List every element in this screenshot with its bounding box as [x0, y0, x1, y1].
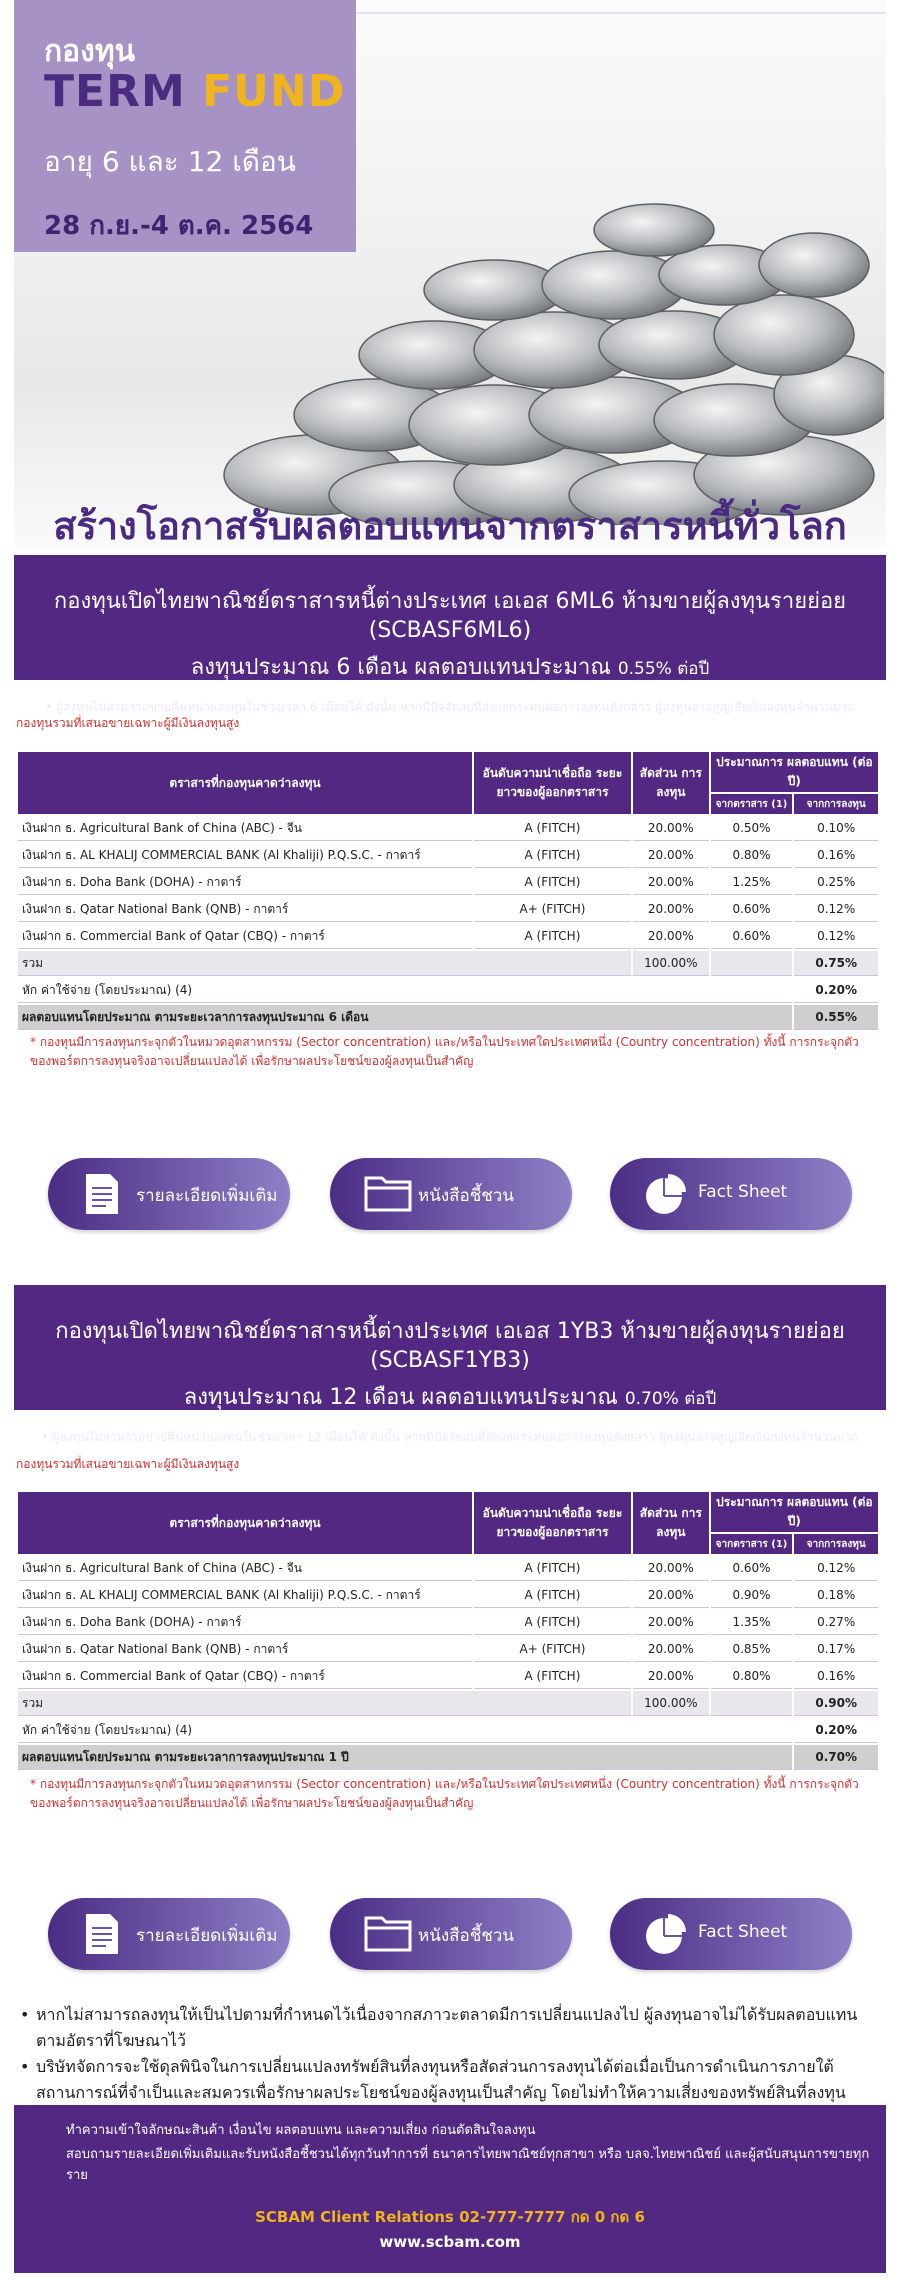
fund-1-name: กองทุนเปิดไทยพาณิชย์ตราสารหนี้ต่างประเทศ เอเอส 6ML6 ห้ามขายผู้ลงทุนรายย่อย (SCBASF6ML6) [53, 589, 847, 643]
footer-website-link[interactable]: www.scbam.com [379, 2233, 521, 2251]
disclaimer-item: • หากไม่สามารถลงทุนให้เป็นไปตามที่กำหนดไว้เนื่องจากสภาวะตลาดมีการเปลี่ยนแปลงไป ผู้ลงทุนอาจไม่ได้รับผลตอบแทนตามอัตราที่โฆษณาไว้ [16, 2002, 886, 2054]
fund-2-name: กองทุนเปิดไทยพาณิชย์ตราสารหนี้ต่างประเทศ เอเอส 1YB3 ห้ามขายผู้ลงทุนรายย่อย (SCBASF1YB3) [55, 1319, 845, 1373]
net-value: 0.70% [794, 1745, 878, 1770]
fee-row [18, 978, 878, 1003]
fee-value: 0.20% [794, 1718, 878, 1743]
sum-row [18, 951, 878, 976]
cell-weight: 20.00% [633, 870, 709, 895]
hero-tenor: อายุ 6 และ 12 เดือน [44, 145, 296, 178]
sum-empty [711, 951, 793, 976]
header-return-group: ประมาณการ ผลตอบแทน (ต่อปี) [711, 1492, 878, 1532]
table-row [18, 843, 878, 868]
hero-title-term: TERM [44, 66, 186, 117]
details-button-label: รายละเอียดเพิ่มเติม [136, 1186, 278, 1206]
folder-icon [364, 1172, 412, 1212]
pie-chart-icon [644, 1172, 688, 1216]
hero-dates: 28 ก.ย.-4 ต.ค. 2564 [44, 211, 314, 241]
header-weight: สัดส่วน การลงทุน [633, 752, 709, 814]
cell-weight: 20.00% [633, 924, 709, 949]
fee-row [18, 1718, 878, 1743]
cell-return-instrument: 0.80% [711, 1664, 793, 1689]
cell-rating: A+ (FITCH) [474, 1637, 631, 1662]
header-weight: สัดส่วน การลงทุน [633, 1492, 709, 1554]
factsheet-button-label: Fact Sheet [698, 1182, 788, 1202]
cell-rating: A (FITCH) [474, 1556, 631, 1581]
cell-return-instrument: 0.50% [711, 816, 793, 841]
disclaimer-item: • บริษัทจัดการจะใช้ดุลพินิจในการเปลี่ยนแปลงทรัพย์สินที่ลงทุนหรือสัดส่วนการลงทุนได้ต่อเมื่อเป็นการดำเนินการภายใต้สถานการณ์ที่จำเป็นและสมควรเพื่อรักษาผลประโยชน์ของผู้ลงทุนเป็นสำคัญ โดยไม่ทำให้ความเสี่ยงของทรัพย์สินที่ลงทุน [16, 2054, 886, 2132]
fund-1-offer-note: กองทุนรวมที่เสนอขายเฉพาะผู้มีเงินลงทุนสูง [16, 716, 240, 730]
table-row [18, 1583, 878, 1608]
prospectus-button[interactable] [330, 1158, 572, 1230]
fund-1-concentration-note: * กองทุนมีการลงทุนกระจุกตัวในหมวดอุตสาหกรรม (Sector concentration) และ/หรือในประเทศใดประเทศหนึ่ง (Country concentration) ทั้งนี้ การกระจุกตัวของพอร์ตการลงทุนจริงอาจเปลี่ยนแปลงได้ เพื่อรักษาผลประโยชน์ของผู้ลงทุนเป็นสำคัญ [30, 1035, 859, 1068]
header-rating: อันดับความน่าเชื่อถือ ระยะยาวของผู้ออกตราสาร [474, 752, 631, 814]
sum-row [18, 1691, 878, 1716]
cell-weight: 20.00% [633, 816, 709, 841]
fund-1-summary-main: ลงทุนประมาณ 6 เดือน ผลตอบแทนประมาณ [190, 655, 611, 680]
pie-chart-icon [644, 1912, 688, 1956]
cell-return-instrument: 0.60% [711, 924, 793, 949]
hero-tagline: สร้างโอกาสรับผลตอบแทนจากตราสารหนี้ทั่วโลก [53, 504, 847, 548]
fee-label: หัก ค่าใช้จ่าย (โดยประมาณ) (4) [18, 1718, 792, 1743]
header-asset: ตราสารที่กองทุนคาดว่าลงทุน [18, 752, 472, 814]
table-row [18, 1664, 878, 1689]
cell-weight: 20.00% [633, 1556, 709, 1581]
document-icon [82, 1912, 122, 1956]
sum-weight: 100.00% [633, 1691, 709, 1716]
fund-2-disclaimer: • ผู้ลงทุนไม่สามารถขายคืนหน่วยลงทุนในช่วงเวลา 12 เดือนได้ ดังนั้น หากมีปัจจัยลบที่ส่งผลกระทบต่อการลงทุนดังกล่าว ผู้ลงทุนอาจสูญเสียเงินลงทุนจำนวนมาก [41, 1430, 859, 1444]
footer-client-relations: SCBAM Client Relations 02-777-7777 กด 0 กด 6 [255, 2208, 645, 2226]
header-return-instrument: จากตราสาร (1) [711, 794, 793, 814]
fund-1-disclaimer: • ผู้ลงทุนไม่สามารถขายคืนหน่วยลงทุนในช่วงเวลา 6 เดือนได้ ดังนั้น หากมีปัจจัยลบที่ส่งผลกระทบต่อการลงทุนดังกล่าว ผู้ลงทุนอาจสูญเสียเงินลงทุนจำนวนมาก [45, 700, 855, 714]
sum-return: 0.75% [794, 951, 878, 976]
cell-return-instrument: 0.85% [711, 1637, 793, 1662]
header-return-instrument: จากตราสาร (1) [711, 1534, 793, 1554]
net-label: ผลตอบแทนโดยประมาณ ตามระยะเวลาการลงทุนประมาณ 6 เดือน [18, 1005, 792, 1030]
fund-1-summary-rate: 0.55% ต่อปี [617, 659, 710, 679]
sum-empty [711, 1691, 793, 1716]
cell-weight: 20.00% [633, 843, 709, 868]
cell-asset: เงินฝาก ธ. Doha Bank (DOHA) - กาตาร์ [18, 1610, 472, 1635]
footer-risk-note: ทำความเข้าใจลักษณะสินค้า เงื่อนไข ผลตอบแทน และความเสี่ยง ก่อนตัดสินใจลงทุน [66, 2123, 536, 2138]
cell-return-investment: 0.18% [794, 1583, 878, 1608]
table-row [18, 1610, 878, 1635]
table-row [18, 897, 878, 922]
sum-label: รวม [18, 1691, 631, 1716]
header-return-investment: จากการลงทุน [794, 1534, 878, 1554]
sum-weight: 100.00% [633, 951, 709, 976]
cell-return-instrument: 0.80% [711, 843, 793, 868]
hero-title [44, 66, 345, 117]
fee-value: 0.20% [794, 978, 878, 1003]
header-return-investment: จากการลงทุน [794, 794, 878, 814]
hero-title-fund: FUND [202, 66, 346, 117]
document-icon [82, 1172, 122, 1216]
header-return-group: ประมาณการ ผลตอบแทน (ต่อปี) [711, 752, 878, 792]
cell-asset: เงินฝาก ธ. AL KHALIJ COMMERCIAL BANK (Al Khaliji) P.Q.S.C. - กาตาร์ [18, 843, 472, 868]
sum-return: 0.90% [794, 1691, 878, 1716]
cell-asset: เงินฝาก ธ. Commercial Bank of Qatar (CBQ) - กาตาร์ [18, 924, 472, 949]
factsheet-button[interactable] [610, 1158, 852, 1230]
cell-weight: 20.00% [633, 1637, 709, 1662]
table-row [18, 1556, 878, 1581]
cell-rating: A (FITCH) [474, 870, 631, 895]
cell-asset: เงินฝาก ธ. Qatar National Bank (QNB) - กาตาร์ [18, 897, 472, 922]
fund-2-offer-note: กองทุนรวมที่เสนอขายเฉพาะผู้มีเงินลงทุนสูง [16, 1457, 240, 1471]
sum-label: รวม [18, 951, 631, 976]
net-row [18, 1745, 878, 1770]
cell-return-investment: 0.25% [794, 870, 878, 895]
table-row [18, 816, 878, 841]
cell-return-investment: 0.12% [794, 924, 878, 949]
fund-2-banner [14, 1285, 886, 1444]
cell-return-investment: 0.10% [794, 816, 878, 841]
table-row [18, 924, 878, 949]
cell-return-instrument: 1.35% [711, 1610, 793, 1635]
cell-return-investment: 0.16% [794, 1664, 878, 1689]
cell-asset: เงินฝาก ธ. Qatar National Bank (QNB) - กาตาร์ [18, 1637, 472, 1662]
net-row [18, 1005, 878, 1030]
details-button-label: รายละเอียดเพิ่มเติม [136, 1926, 278, 1946]
cell-rating: A (FITCH) [474, 843, 631, 868]
table-row [18, 870, 878, 895]
cell-asset: เงินฝาก ธ. Commercial Bank of Qatar (CBQ) - กาตาร์ [18, 1664, 472, 1689]
table-row [18, 1637, 878, 1662]
cell-rating: A (FITCH) [474, 1583, 631, 1608]
cell-return-investment: 0.12% [794, 897, 878, 922]
fund-2-summary-rate: 0.70% ต่อปี [624, 1389, 717, 1409]
fund-2-summary [14, 1379, 886, 1414]
cell-return-instrument: 0.60% [711, 897, 793, 922]
fee-label: หัก ค่าใช้จ่าย (โดยประมาณ) (4) [18, 978, 792, 1003]
cell-rating: A (FITCH) [474, 1664, 631, 1689]
factsheet-button-2[interactable] [610, 1898, 852, 1970]
cell-return-investment: 0.17% [794, 1637, 878, 1662]
cell-rating: A+ (FITCH) [474, 897, 631, 922]
prospectus-button-label: หนังสือชี้ชวน [418, 1186, 514, 1206]
fund-1-banner [14, 555, 886, 714]
fund-2-concentration-note: * กองทุนมีการลงทุนกระจุกตัวในหมวดอุตสาหกรรม (Sector concentration) และ/หรือในประเทศใดประเทศหนึ่ง (Country concentration) ทั้งนี้ การกระจุกตัวของพอร์ตการลงทุนจริงอาจเปลี่ยนแปลงได้ เพื่อรักษาผลประโยชน์ของผู้ลงทุนเป็นสำคัญ [30, 1777, 859, 1810]
header-rating: อันดับความน่าเชื่อถือ ระยะยาวของผู้ออกตราสาร [474, 1492, 631, 1554]
cell-asset: เงินฝาก ธ. Agricultural Bank of China (ABC) - จีน [18, 816, 472, 841]
cell-asset: เงินฝาก ธ. Agricultural Bank of China (ABC) - จีน [18, 1556, 472, 1581]
net-value: 0.55% [794, 1005, 878, 1030]
details-button[interactable] [48, 1158, 290, 1230]
cell-asset: เงินฝาก ธ. Doha Bank (DOHA) - กาตาร์ [18, 870, 472, 895]
cell-return-investment: 0.27% [794, 1610, 878, 1635]
prospectus-button-2[interactable] [330, 1898, 572, 1970]
footer [14, 2105, 886, 2273]
fund-2-summary-main: ลงทุนประมาณ 12 เดือน ผลตอบแทนประมาณ [183, 1385, 618, 1410]
cell-return-instrument: 0.90% [711, 1583, 793, 1608]
net-label: ผลตอบแทนโดยประมาณ ตามระยะเวลาการลงทุนประมาณ 1 ปี [18, 1745, 792, 1770]
cell-asset: เงินฝาก ธ. AL KHALIJ COMMERCIAL BANK (Al Khaliji) P.Q.S.C. - กาตาร์ [18, 1583, 472, 1608]
cell-rating: A (FITCH) [474, 924, 631, 949]
title-box [14, 0, 356, 252]
factsheet-button-label: Fact Sheet [698, 1922, 788, 1942]
hero-banner [14, 0, 886, 548]
cell-weight: 20.00% [633, 1664, 709, 1689]
cell-rating: A (FITCH) [474, 1610, 631, 1635]
cell-return-investment: 0.16% [794, 843, 878, 868]
cell-return-instrument: 1.25% [711, 870, 793, 895]
fund-1-table [16, 750, 880, 1032]
fund-1-summary [14, 649, 886, 684]
cell-weight: 20.00% [633, 897, 709, 922]
cell-weight: 20.00% [633, 1610, 709, 1635]
footer-contact-note: สอบถามรายละเอียดเพิ่มเติมและรับหนังสือชี้ชวนได้ทุกวันทำการที่ ธนาคารไทยพาณิชย์ทุกสาขา หรือ บลจ.ไทยพาณิชย์ และผู้สนับสนุนการขายทุกราย [66, 2147, 870, 2183]
details-button-2[interactable] [48, 1898, 290, 1970]
cell-return-investment: 0.12% [794, 1556, 878, 1581]
header-asset: ตราสารที่กองทุนคาดว่าลงทุน [18, 1492, 472, 1554]
fund-2-table [16, 1490, 880, 1772]
prospectus-button-label: หนังสือชี้ชวน [418, 1926, 514, 1946]
hero-label: กองทุน [44, 34, 136, 69]
cell-rating: A (FITCH) [474, 816, 631, 841]
folder-icon [364, 1912, 412, 1952]
cell-return-instrument: 0.60% [711, 1556, 793, 1581]
cell-weight: 20.00% [633, 1583, 709, 1608]
